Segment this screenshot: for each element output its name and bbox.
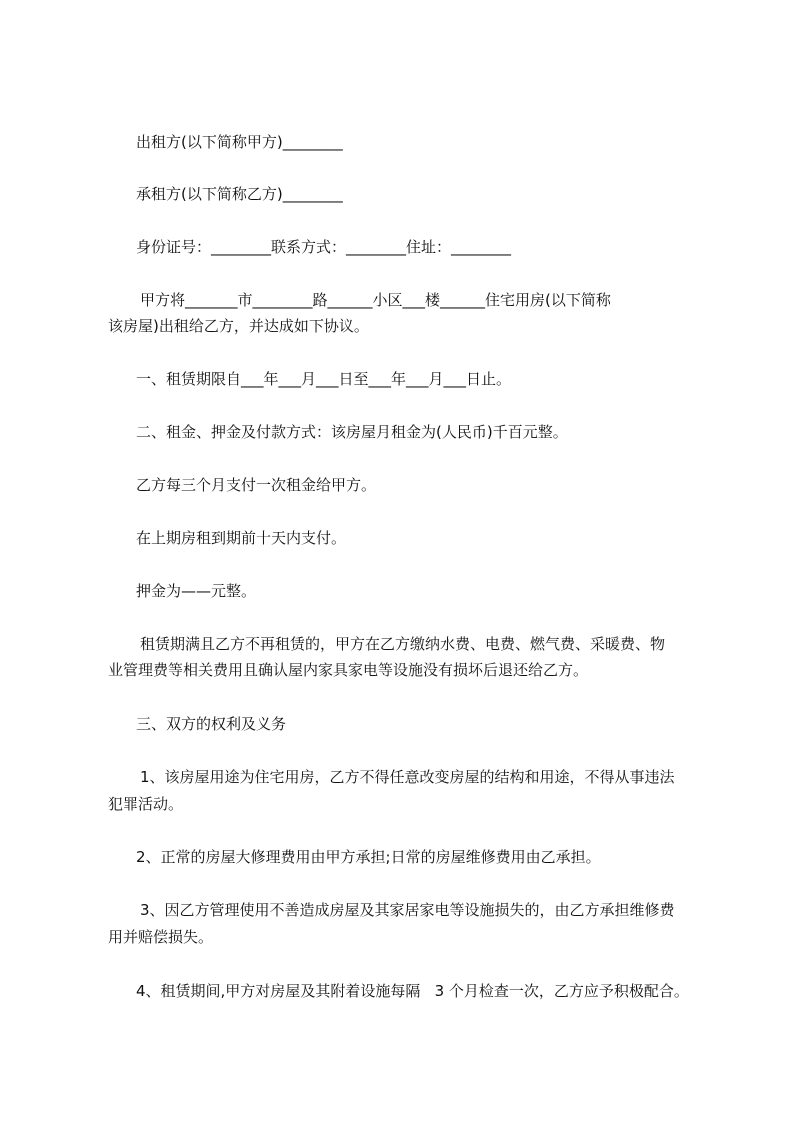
lessor-line: 出租方(以下简称甲方)________: [136, 133, 343, 151]
clause-1-lease-term: 一、租赁期限自___年___月___日至___年___月___日止。: [136, 370, 512, 388]
item-1-line-2: 犯罪活动。: [108, 795, 184, 813]
payment-frequency-line: 乙方每三个月支付一次租金给甲方。: [136, 476, 377, 494]
item-2-line: 2、正常的房屋大修理费用由甲方承担;日常的房屋维修费用由乙承担。: [136, 848, 601, 866]
payment-deadline-line: 在上期房租到期前十天内支付。: [136, 529, 347, 547]
deposit-refund-line-2: 业管理费等相关费用且确认屋内家具家电等设施没有损坏后退还给乙方。: [108, 661, 589, 679]
deposit-amount-line: 押金为——元整。: [136, 582, 257, 600]
deposit-refund-line-1: 租赁期满且乙方不再租赁的，甲方在乙方缴纳水费、电费、燃气费、采暖费、物: [140, 635, 666, 653]
item-3-line-2: 用并赔偿损失。: [108, 928, 214, 946]
clause-2-rent-deposit: 二、租金、押金及付款方式：该房屋月租金为(人民币)千百元整。: [136, 423, 568, 441]
item-4-line: 4、租赁期间,甲方对房屋及其附着设施每隔 3 个月检查一次，乙方应予积极配合。: [136, 982, 689, 1000]
clause-intro-line-1: 甲方将_______市________路______小区___楼______住宅用房(以下简称: [140, 291, 611, 309]
item-1-line-1: 1、该房屋用途为住宅用房，乙方不得任意改变房屋的结构和用途，不得从事违法: [140, 768, 675, 786]
item-3-line-1: 3、因乙方管理使用不善造成房屋及其家居家电等设施损失的，由乙方承担维修费: [140, 901, 675, 919]
clause-3-heading: 三、双方的权利及义务: [136, 715, 287, 733]
lessee-line: 承租方(以下简称乙方)________: [136, 185, 343, 203]
clause-intro-line-2: 该房屋)出租给乙方，并达成如下协议。: [108, 317, 369, 335]
id-contact-address-line: 身份证号：________联系方式：________住址：________: [136, 238, 512, 256]
